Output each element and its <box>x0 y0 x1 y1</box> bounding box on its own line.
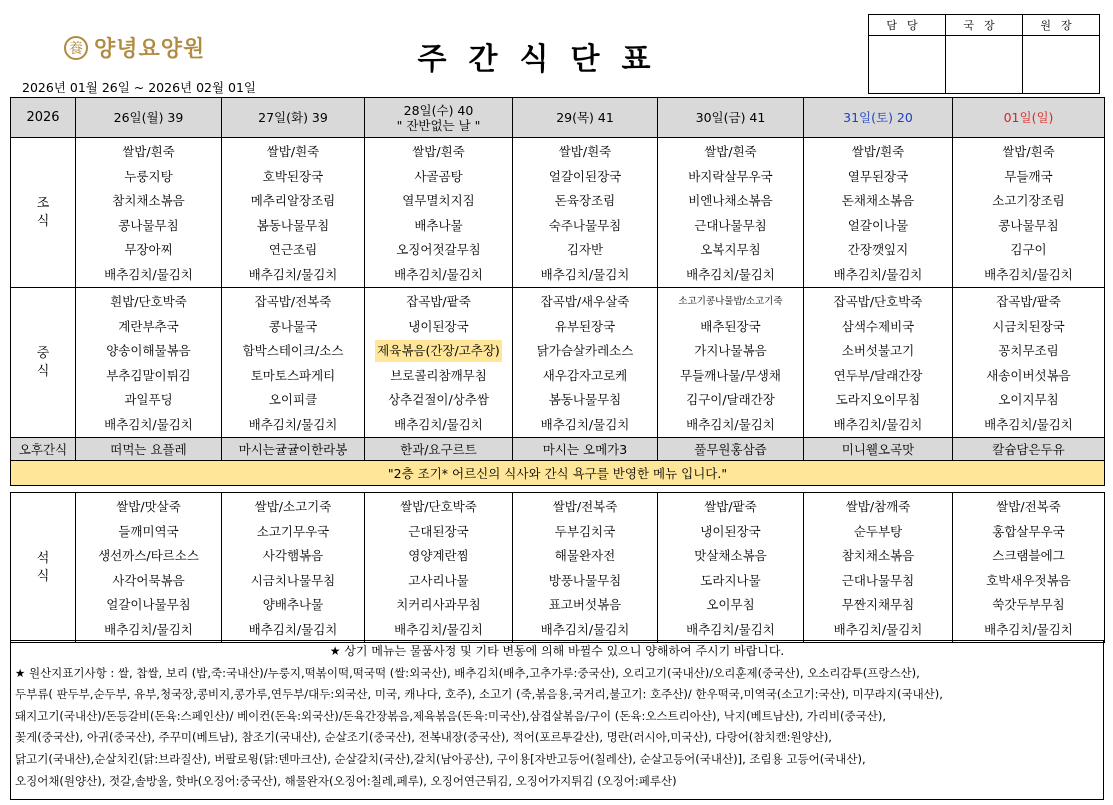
dinner-cell <box>76 493 222 643</box>
menu-item: 얼갈이된장국 <box>548 168 622 184</box>
breakfast-cell <box>365 138 513 288</box>
snack-cell: 풀무원홍삼즙 <box>658 438 804 461</box>
label-char: 조 <box>36 195 50 211</box>
menu-item: 무들깨나물/무생채 <box>680 367 781 383</box>
approval-header-head: 원장 <box>1023 15 1100 36</box>
logo-text: 양녕요양원 <box>94 37 206 62</box>
label-char: 식 <box>36 213 50 229</box>
menu-item: 배추김치/물김치 <box>686 416 775 432</box>
day-header-mon <box>76 98 222 138</box>
lunch-cell <box>365 288 513 438</box>
label-char: 식 <box>36 568 50 584</box>
menu-item: 사각어묵볶음 <box>112 572 185 588</box>
menu-item: 참치채소볶음 <box>841 548 915 563</box>
menu-item: 오이피클 <box>268 392 318 407</box>
menu-item: 봄동나물무침 <box>256 217 330 233</box>
label-char: 식 <box>36 363 50 379</box>
menu-item: 양배추나물 <box>262 597 324 612</box>
label-char: 중 <box>36 345 50 361</box>
breakfast-cell <box>953 138 1105 288</box>
menu-item: 도라지오이무침 <box>835 392 921 407</box>
menu-item: 치커리사과무침 <box>396 597 481 612</box>
notice-text: "2층 조기* 어르신의 식사와 간식 욕구를 반영한 메뉴 입니다." <box>11 461 1105 486</box>
menu-item: 순두부탕 <box>853 523 903 539</box>
menu-item: 근대나물무침 <box>841 572 915 588</box>
approval-sign-director[interactable] <box>946 36 1023 94</box>
breakfast-label <box>11 138 76 288</box>
menu-item-wrap <box>365 339 512 364</box>
menu-item: 배추김치/물김치 <box>686 266 775 282</box>
menu-item: 배추김치/물김치 <box>984 416 1073 432</box>
menu-item: 닭가슴살카레소스 <box>536 343 634 358</box>
menu-item: 봄동나물무침 <box>548 392 622 407</box>
menu-item: 들깨미역국 <box>118 523 179 539</box>
day-label: 28일(수) 40 <box>403 102 474 118</box>
lunch-cell <box>222 288 365 438</box>
menu-item: 콩나물무침 <box>118 217 179 233</box>
menu-item: 냉이된장국 <box>408 318 469 334</box>
menu-item: 배추김치/물김치 <box>104 621 193 637</box>
breakfast-cell <box>513 138 658 288</box>
menu-item: 배추김치/물김치 <box>984 266 1073 282</box>
origin-line: 꽃게(중국산), 아귀(중국산), 주꾸미(베트남), 참조기(국내산), 순살조기(중국산), 전복내장(중국산), 적어(포르투갈산), 명란(러시아,미국산), 다랑어(참치캔:원양산), <box>15 730 832 745</box>
day-label: 26일(월) 39 <box>113 110 184 125</box>
day-label: 01일(일) <box>1003 110 1054 125</box>
menu-item: 오징어젓갈무침 <box>396 242 481 257</box>
menu-item: 사각햄볶음 <box>262 548 324 563</box>
menu-item: 쌀밥/소고기죽 <box>254 499 332 514</box>
approval-header-director: 국장 <box>946 15 1023 36</box>
menu-item: 토마토스파게티 <box>250 367 336 383</box>
menu-item: 쌀밥/전복죽 <box>996 499 1061 514</box>
menu-item: 배추된장국 <box>700 318 761 334</box>
logo-emblem-icon: 養 <box>64 36 88 60</box>
snack-cell: 마시는귤귤이한라봉 <box>222 438 365 461</box>
menu-item: 김구이/달래간장 <box>686 392 775 407</box>
menu-item: 김자반 <box>566 242 604 257</box>
menu-item: 생선까스/타르소스 <box>98 548 199 563</box>
day-header-fri <box>658 98 804 138</box>
menu-item: 흰밥/단호박죽 <box>110 294 187 309</box>
menu-item: 과일푸딩 <box>124 392 173 407</box>
menu-item: 돈채채소볶음 <box>841 193 915 208</box>
menu-item: 쌀밥/팥죽 <box>704 499 757 514</box>
approval-header-manager: 담당 <box>869 15 946 36</box>
menu-item: 무장아찌 <box>124 242 173 257</box>
menu-item: 잡곡밥/팥죽 <box>406 294 471 309</box>
dinner-row <box>11 493 1105 643</box>
menu-item: 도라지나물 <box>700 572 761 588</box>
menu-item: 쌀밥/흰죽 <box>558 144 612 159</box>
menu-item: 새우감자고로케 <box>542 367 628 383</box>
day-label: 29(목) 41 <box>556 110 614 125</box>
menu-item: 시금치나물무침 <box>250 572 336 588</box>
menu-item: 배추김치/물김치 <box>833 416 923 432</box>
menu-item: 쌀밥/흰죽 <box>851 144 905 159</box>
menu-item: 홍합살무우국 <box>992 523 1065 539</box>
menu-item: 호박새우젓볶음 <box>986 572 1071 588</box>
menu-item: 소고기무우국 <box>256 523 330 539</box>
snack-cell: 한과/요구르트 <box>365 438 513 461</box>
menu-item: 상추겉절이/상추쌈 <box>388 392 489 407</box>
menu-item: 소고기콩나물밥/소고기죽 <box>678 296 783 307</box>
origin-line: 오징어채(원양산), 젓갈,솔방울, 핫바(오징어:중국산), 해물완자(오징어:칠레,페루), 오징어연근튀김, 오징어가지튀김 (오징어:페루산) <box>15 773 677 788</box>
day-label: 30일(금) 41 <box>695 110 766 125</box>
menu-item: 열무멸치지짐 <box>402 193 475 208</box>
menu-item: 열무된장국 <box>847 168 909 184</box>
menu-item: 근대나물무침 <box>694 217 767 233</box>
menu-item: 쌀밥/맛살죽 <box>116 499 181 514</box>
menu-item: 쌀밥/흰죽 <box>1002 144 1055 159</box>
menu-item: 메추리알장조림 <box>250 193 336 208</box>
dinner-label <box>11 493 76 643</box>
breakfast-cell <box>76 138 222 288</box>
menu-item: 삼색수제비국 <box>841 318 915 334</box>
menu-item: 연근조림 <box>268 242 318 257</box>
lunch-cell <box>658 288 804 438</box>
origin-line: 돼지고기(국내산)/돈등갈비(돈육:스페인산)/ 베이컨(돈육:외국산)/돈육간장볶음,제육볶음(돈육:미국산),삼겹살볶음/구이 (돈육:오스트리아산), 낙지(베트남산), 가리비(중국산), <box>15 708 887 723</box>
menu-item: 배추김치/물김치 <box>394 416 483 432</box>
approval-box <box>868 14 1100 94</box>
breakfast-row <box>11 138 1105 288</box>
menu-item: 스크램블에그 <box>992 548 1065 563</box>
menu-item: 잡곡밥/전복죽 <box>254 294 332 309</box>
menu-item: 오복지무침 <box>700 242 761 257</box>
menu-item: 잡곡밥/단호박죽 <box>833 294 923 309</box>
snack-label: 오후간식 <box>11 438 76 461</box>
breakfast-cell <box>658 138 804 288</box>
day-header-sat <box>804 98 953 138</box>
menu-item: 방풍나물무침 <box>548 572 622 588</box>
menu-item: 배추김치/물김치 <box>394 621 483 637</box>
menu-item: 배추김치/물김치 <box>104 266 193 282</box>
menu-item-highlighted: 제육볶음(간장/고추장) <box>375 340 502 362</box>
menu-item: 비엔나채소볶음 <box>688 193 773 208</box>
snack-cell: 미니웰오곡맛 <box>804 438 953 461</box>
menu-item: 배추김치/물김치 <box>540 416 630 432</box>
menu-item: 소고기장조림 <box>992 193 1065 208</box>
menu-item: 배추김치/물김치 <box>248 416 338 432</box>
menu-item: 배추김치/물김치 <box>248 621 338 637</box>
dinner-cell <box>804 493 953 643</box>
menu-item: 콩나물국 <box>268 318 318 334</box>
menu-item: 가지나물볶음 <box>694 343 767 358</box>
menu-item: 배추김치/물김치 <box>833 266 923 282</box>
menu-item: 배추김치/물김치 <box>104 416 193 432</box>
snack-cell: 떠먹는 요플레 <box>76 438 222 461</box>
menu-item: 배추김치/물김치 <box>833 621 923 637</box>
menu-item: 유부된장국 <box>554 318 616 334</box>
menu-item: 배추김치/물김치 <box>540 266 630 282</box>
spacer <box>11 486 1105 493</box>
menu-item: 바지락살무우국 <box>688 168 773 184</box>
day-header-thu <box>513 98 658 138</box>
menu-item: 영양계란찜 <box>408 548 469 563</box>
day-header-sun <box>953 98 1105 138</box>
menu-item: 쌀밥/참깨죽 <box>845 499 911 514</box>
menu-item: 오이무침 <box>706 597 755 612</box>
menu-item: 두부김치국 <box>554 523 616 539</box>
menu-item: 쌀밥/흰죽 <box>266 144 320 159</box>
menu-item: 누룽지탕 <box>124 168 173 184</box>
day-label: 31일(토) 20 <box>843 110 913 125</box>
date-range: 2026년 01월 26일 ~ 2026년 02월 01일 <box>22 80 257 95</box>
menu-item: 꽁치무조림 <box>998 343 1059 358</box>
menu-item: 오이지무침 <box>998 392 1059 407</box>
day-sublabel: " 잔반없는 날 " <box>396 117 481 133</box>
menu-item: 연두부/달래간장 <box>833 367 923 383</box>
menu-item: 쌀밥/흰죽 <box>122 144 175 159</box>
lunch-cell <box>804 288 953 438</box>
menu-item: 간장깻잎지 <box>847 242 909 257</box>
menu-item: 근대된장국 <box>408 523 469 539</box>
notice-row <box>11 461 1105 486</box>
menu-item: 쌀밥/단호박죽 <box>400 499 477 514</box>
dinner-cell <box>222 493 365 643</box>
lunch-label <box>11 288 76 438</box>
day-header-wed <box>365 98 513 138</box>
lunch-cell <box>513 288 658 438</box>
menu-item: 무들깨국 <box>1004 168 1053 184</box>
menu-item: 맛살채소볶음 <box>694 548 767 563</box>
menu-item: 배추나물 <box>414 217 463 233</box>
menu-item: 잡곡밥/팥죽 <box>996 294 1061 309</box>
origin-line: 두부류( 판두부,순두부, 유부,청국장,콩비지,콩가루,연두부/대두:외국산, 미국, 캐나다, 호주), 소고기 (죽,볶음용,국거리,불고기: 호주산)/ 한우떡국,미역국(소고기:국산), 미꾸라지(국내산), <box>15 687 943 702</box>
menu-item: 숙주나물무침 <box>548 217 622 233</box>
lunch-cell <box>953 288 1105 438</box>
menu-item: 배추김치/물김치 <box>540 621 630 637</box>
menu-item: 돈육장조림 <box>554 193 616 208</box>
menu-item: 소버섯불고기 <box>841 343 915 358</box>
menu-item: 잡곡밥/새우살죽 <box>540 294 630 309</box>
menu-item: 배추김치/물김치 <box>394 266 483 282</box>
menu-item: 쑥갓두부무침 <box>992 597 1065 612</box>
menu-item: 배추김치/물김치 <box>248 266 338 282</box>
lunch-cell <box>76 288 222 438</box>
origin-line: 닭고기(국내산),순살치킨(닭:브라질산), 버팔로윙(닭:덴마크산), 순살갈치(국산),갈치(남아공산), 구이용[자반고등어(칠레산), 순살고등어(국내산)], 조림용 고등어(국내산), <box>15 751 866 766</box>
menu-item: 양송이해물볶음 <box>106 343 191 358</box>
origin-notice-box <box>10 640 1104 800</box>
dinner-cell <box>365 493 513 643</box>
snack-cell: 칼슘담은두유 <box>953 438 1105 461</box>
menu-item: 표고버섯볶음 <box>548 597 622 612</box>
weekly-menu-table <box>10 97 1105 643</box>
menu-item: 쌀밥/흰죽 <box>704 144 757 159</box>
dinner-cell <box>513 493 658 643</box>
menu-item: 사골곰탕 <box>414 168 463 184</box>
lunch-row <box>11 288 1105 438</box>
breakfast-cell <box>222 138 365 288</box>
change-notice: ★ 상기 메뉴는 물품사정 및 기타 변동에 의해 바뀔수 있으니 양해하여 주시기 바랍니다. <box>329 644 785 658</box>
breakfast-cell <box>804 138 953 288</box>
menu-item: 얼갈이나물무침 <box>106 597 191 612</box>
menu-item: 부추김말이튀김 <box>106 367 191 383</box>
menu-item: 얼갈이나물 <box>847 217 909 233</box>
menu-item: 김구이 <box>1010 242 1047 257</box>
approval-sign-manager[interactable] <box>869 36 946 94</box>
menu-item: 계란부추국 <box>118 318 179 334</box>
menu-item: 배추김치/물김치 <box>686 621 775 637</box>
dinner-cell <box>658 493 804 643</box>
menu-item: 브로콜리참깨무침 <box>390 367 487 383</box>
dinner-cell <box>953 493 1105 643</box>
menu-item: 냉이된장국 <box>700 523 761 539</box>
year-header: 2026 <box>11 98 76 138</box>
menu-item: 참치채소볶음 <box>112 193 185 208</box>
menu-item: 콩나물무침 <box>998 217 1059 233</box>
day-header-tue <box>222 98 365 138</box>
menu-item: 무짠지채무침 <box>841 597 915 612</box>
label-char: 석 <box>36 550 50 566</box>
menu-item: 쌀밥/흰죽 <box>412 144 465 159</box>
day-label: 27일(화) 39 <box>258 110 328 125</box>
menu-item: 함박스테이크/소스 <box>242 343 344 358</box>
snack-row <box>11 438 1105 461</box>
approval-sign-head[interactable] <box>1023 36 1100 94</box>
menu-item: 시금치된장국 <box>992 318 1065 334</box>
menu-item: 호박된장국 <box>262 168 324 184</box>
menu-item: 쌀밥/전복죽 <box>552 499 618 514</box>
menu-item: 해물완자전 <box>554 548 616 563</box>
logo <box>64 32 205 63</box>
origin-line: ★ 원산지표기사항 : 쌀, 찹쌀, 보리 (밥,죽:국내산)/누룽지,떡볶이떡,떡국떡 (쌀:외국산), 배추김치(배추,고추가루:중국산), 오리고기(국내산)/오리훈제(중국산), 오소리감투(프랑스산), <box>15 665 920 680</box>
snack-cell: 마시는 오메가3 <box>513 438 658 461</box>
menu-item: 배추김치/물김치 <box>984 621 1073 637</box>
menu-item: 새송이버섯볶음 <box>986 367 1071 383</box>
page-title: 주간식단표 <box>417 42 673 77</box>
menu-item: 고사리나물 <box>408 572 469 588</box>
